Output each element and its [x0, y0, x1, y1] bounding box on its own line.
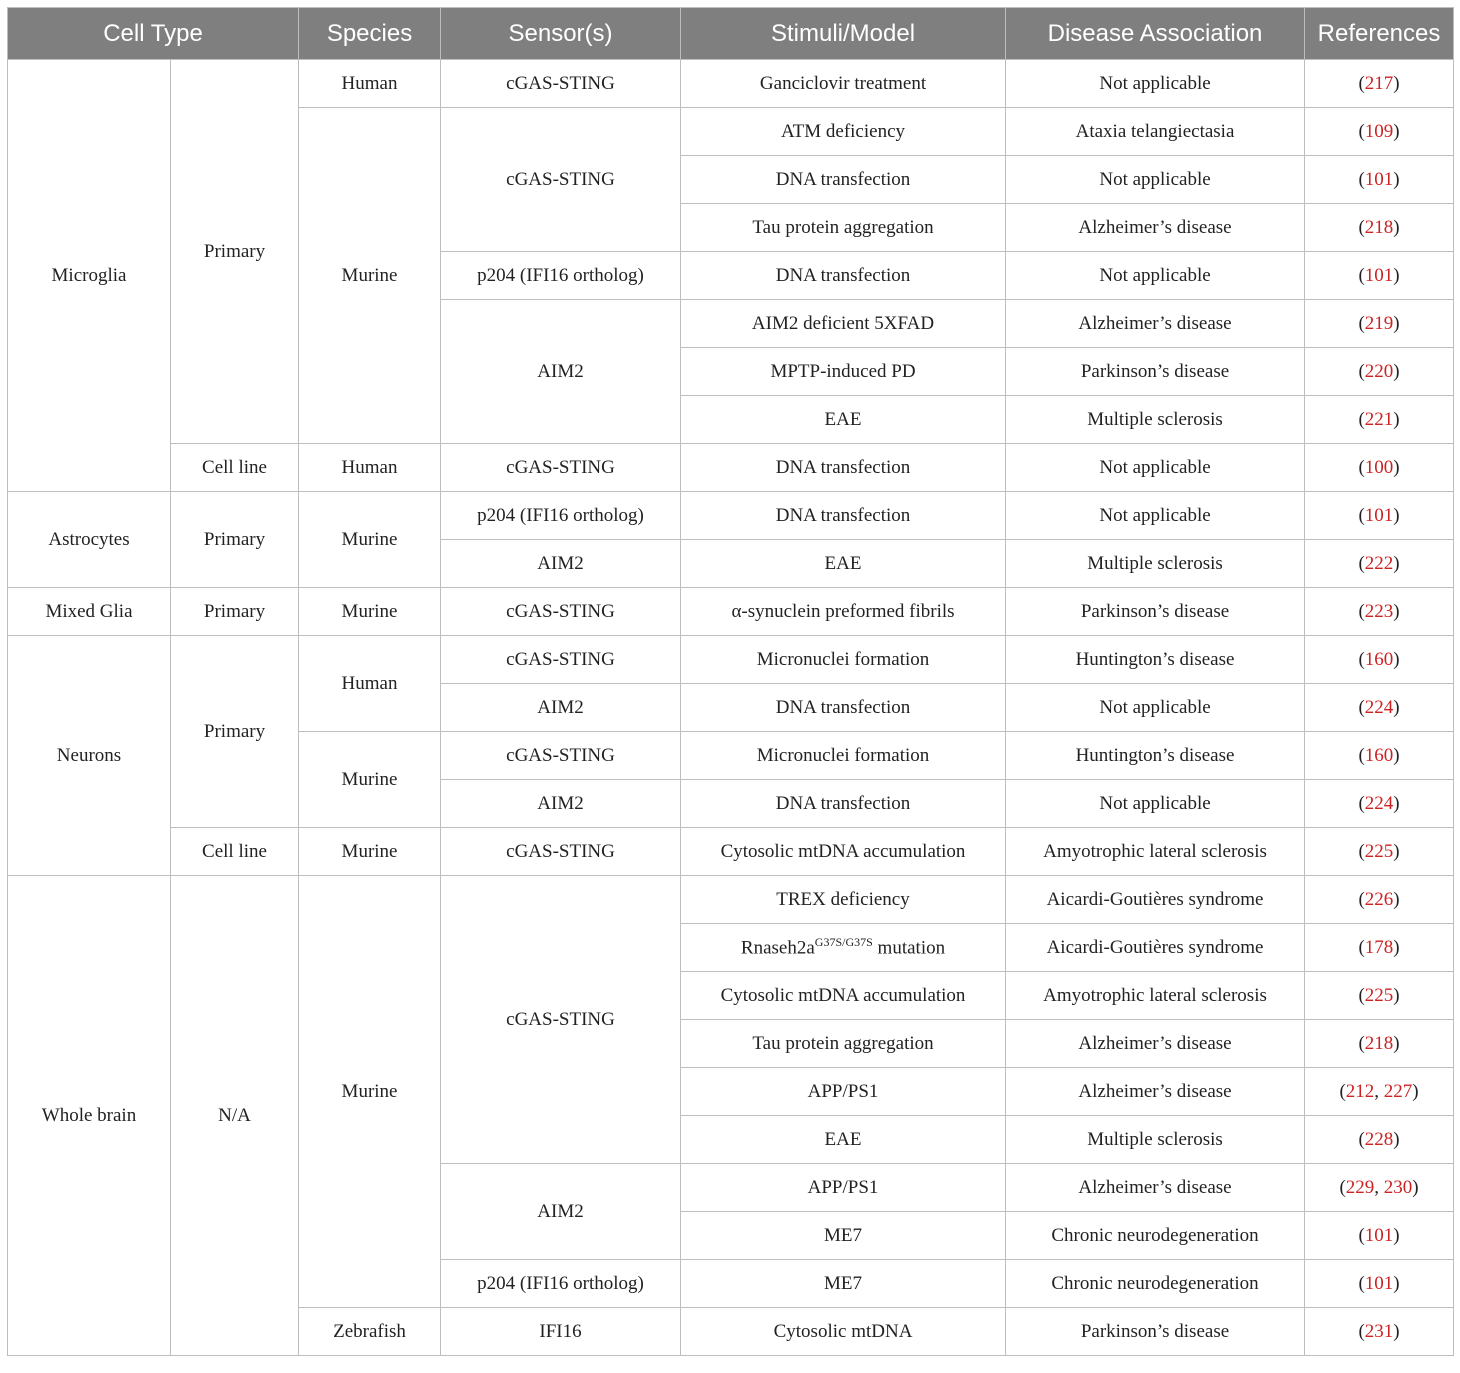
disease-cell: Chronic neurodegeneration	[1006, 1212, 1305, 1260]
disease-cell: Aicardi-Goutières syndrome	[1006, 876, 1305, 924]
species-cell: Murine	[299, 732, 441, 828]
reference-link[interactable]: 222	[1364, 552, 1394, 574]
disease-cell: Amyotrophic lateral sclerosis	[1006, 828, 1305, 876]
references-cell	[1305, 972, 1454, 1020]
reference-paren: )	[1393, 312, 1400, 334]
species-cell: Zebrafish	[299, 1308, 441, 1356]
reference-paren: )	[1393, 1320, 1400, 1342]
reference-paren: (	[1358, 312, 1365, 334]
disease-cell: Parkinson’s disease	[1006, 588, 1305, 636]
stimuli-cell: DNA transfection	[681, 444, 1006, 492]
references-cell	[1305, 108, 1454, 156]
disease-cell: Parkinson’s disease	[1006, 348, 1305, 396]
disease-cell: Alzheimer’s disease	[1006, 1068, 1305, 1116]
header-cell-type: Cell Type	[8, 8, 299, 60]
table-row	[8, 828, 1454, 876]
reference-link[interactable]: 101	[1364, 504, 1394, 526]
species-cell: Human	[299, 444, 441, 492]
reference-link[interactable]: 227	[1383, 1080, 1413, 1102]
stimuli-cell: APP/PS1	[681, 1068, 1006, 1116]
reference-paren: (	[1358, 456, 1365, 478]
species-cell: Human	[299, 636, 441, 732]
table-row	[8, 636, 1454, 684]
references-cell	[1305, 828, 1454, 876]
reference-separator: ,	[1374, 1080, 1384, 1102]
disease-cell: Aicardi-Goutières syndrome	[1006, 924, 1305, 972]
reference-paren: )	[1393, 1032, 1400, 1054]
references-cell	[1305, 1068, 1454, 1116]
reference-paren: (	[1358, 840, 1365, 862]
stimuli-cell: DNA transfection	[681, 252, 1006, 300]
sensor-cell: cGAS-STING	[441, 588, 681, 636]
stimuli-cell: DNA transfection	[681, 156, 1006, 204]
sensor-cell: p204 (IFI16 ortholog)	[441, 1260, 681, 1308]
reference-paren: )	[1393, 168, 1400, 190]
references-cell	[1305, 732, 1454, 780]
reference-paren: (	[1358, 744, 1365, 766]
reference-paren: (	[1358, 120, 1365, 142]
stimuli-cell: TREX deficiency	[681, 876, 1006, 924]
sensor-cell: AIM2	[441, 300, 681, 444]
cell-subtype: N/A	[171, 876, 299, 1356]
reference-paren: (	[1358, 552, 1365, 574]
references-cell	[1305, 396, 1454, 444]
reference-paren: )	[1393, 744, 1400, 766]
stimuli-superscript: G37S/G37S	[814, 935, 873, 950]
stimuli-cell: ATM deficiency	[681, 108, 1006, 156]
reference-link[interactable]: 229	[1345, 1176, 1375, 1198]
cell-subtype: Primary	[171, 492, 299, 588]
reference-link[interactable]: 225	[1364, 840, 1394, 862]
sensor-cell: cGAS-STING	[441, 636, 681, 684]
disease-cell: Huntington’s disease	[1006, 732, 1305, 780]
disease-cell: Huntington’s disease	[1006, 636, 1305, 684]
reference-paren: )	[1393, 504, 1400, 526]
reference-link[interactable]: 160	[1364, 648, 1394, 670]
table-row	[8, 588, 1454, 636]
reference-link[interactable]: 221	[1364, 408, 1394, 430]
reference-link[interactable]: 178	[1364, 936, 1394, 958]
sensor-cell: cGAS-STING	[441, 108, 681, 252]
header-disease-association: Disease Association	[1006, 8, 1305, 60]
reference-link[interactable]: 109	[1364, 120, 1394, 142]
reference-link[interactable]: 226	[1364, 888, 1394, 910]
reference-link[interactable]: 101	[1364, 1224, 1394, 1246]
cell-type: Microglia	[8, 60, 171, 492]
reference-paren: )	[1393, 120, 1400, 142]
stimuli-cell: ME7	[681, 1212, 1006, 1260]
cell-subtype: Primary	[171, 60, 299, 444]
reference-link[interactable]: 224	[1364, 696, 1394, 718]
disease-cell: Alzheimer’s disease	[1006, 1020, 1305, 1068]
species-cell: Murine	[299, 828, 441, 876]
references-cell	[1305, 204, 1454, 252]
stimuli-cell: APP/PS1	[681, 1164, 1006, 1212]
references-cell	[1305, 876, 1454, 924]
reference-link[interactable]: 160	[1364, 744, 1394, 766]
table-row	[8, 60, 1454, 108]
reference-paren: )	[1393, 648, 1400, 670]
reference-link[interactable]: 223	[1364, 600, 1394, 622]
cell-subtype: Primary	[171, 588, 299, 636]
stimuli-cell: α-synuclein preformed fibrils	[681, 588, 1006, 636]
reference-paren: (	[1358, 648, 1365, 670]
reference-link[interactable]: 101	[1364, 1272, 1394, 1294]
references-cell	[1305, 780, 1454, 828]
stimuli-cell: EAE	[681, 1116, 1006, 1164]
reference-link[interactable]: 231	[1364, 1320, 1394, 1342]
reference-paren: )	[1393, 408, 1400, 430]
reference-paren: )	[1393, 984, 1400, 1006]
references-cell	[1305, 1164, 1454, 1212]
disease-cell: Multiple sclerosis	[1006, 396, 1305, 444]
header-stimuli-model: Stimuli/Model	[681, 8, 1006, 60]
disease-cell: Not applicable	[1006, 252, 1305, 300]
sensor-cell: IFI16	[441, 1308, 681, 1356]
sensor-cell: AIM2	[441, 540, 681, 588]
reference-paren: )	[1412, 1080, 1419, 1102]
reference-link[interactable]: 218	[1364, 216, 1394, 238]
reference-separator: ,	[1374, 1176, 1384, 1198]
reference-paren: (	[1358, 1128, 1365, 1150]
stimuli-cell: DNA transfection	[681, 684, 1006, 732]
references-cell	[1305, 444, 1454, 492]
references-cell	[1305, 1308, 1454, 1356]
disease-cell: Alzheimer’s disease	[1006, 300, 1305, 348]
reference-paren: )	[1393, 216, 1400, 238]
species-cell: Murine	[299, 588, 441, 636]
references-cell	[1305, 1212, 1454, 1260]
sensor-cell: AIM2	[441, 1164, 681, 1260]
reference-link[interactable]: 220	[1364, 360, 1394, 382]
disease-cell: Parkinson’s disease	[1006, 1308, 1305, 1356]
disease-cell: Ataxia telangiectasia	[1006, 108, 1305, 156]
sensor-cell: cGAS-STING	[441, 444, 681, 492]
reference-link[interactable]: 101	[1364, 264, 1394, 286]
disease-cell: Not applicable	[1006, 60, 1305, 108]
reference-paren: )	[1393, 696, 1400, 718]
cell-subtype: Cell line	[171, 444, 299, 492]
reference-link[interactable]: 100	[1364, 456, 1394, 478]
reference-paren: )	[1393, 72, 1400, 94]
species-cell: Human	[299, 60, 441, 108]
reference-paren: )	[1393, 552, 1400, 574]
disease-cell: Chronic neurodegeneration	[1006, 1260, 1305, 1308]
disease-cell: Alzheimer’s disease	[1006, 204, 1305, 252]
reference-paren: )	[1412, 1176, 1419, 1198]
cell-subtype: Cell line	[171, 828, 299, 876]
reference-paren: (	[1358, 792, 1365, 814]
reference-paren: )	[1393, 792, 1400, 814]
cell-type: Mixed Glia	[8, 588, 171, 636]
header-references: References	[1305, 8, 1454, 60]
disease-cell: Multiple sclerosis	[1006, 1116, 1305, 1164]
sensor-cell: AIM2	[441, 684, 681, 732]
reference-link[interactable]: 225	[1364, 984, 1394, 1006]
reference-paren: (	[1358, 1272, 1365, 1294]
stimuli-gene: Rnaseh2a	[740, 937, 815, 959]
reference-paren: (	[1358, 408, 1365, 430]
stimuli-cell: Cytosolic mtDNA	[681, 1308, 1006, 1356]
stimuli-cell: DNA transfection	[681, 780, 1006, 828]
reference-paren: )	[1393, 600, 1400, 622]
reference-paren: (	[1358, 1224, 1365, 1246]
table-row	[8, 492, 1454, 540]
header-species: Species	[299, 8, 441, 60]
reference-paren: (	[1358, 1320, 1365, 1342]
references-cell	[1305, 588, 1454, 636]
references-cell	[1305, 348, 1454, 396]
reference-paren: (	[1358, 264, 1365, 286]
header-row	[8, 8, 1454, 60]
reference-paren: (	[1358, 360, 1365, 382]
stimuli-cell: Tau protein aggregation	[681, 1020, 1006, 1068]
species-cell: Murine	[299, 876, 441, 1308]
references-cell	[1305, 636, 1454, 684]
reference-paren: )	[1393, 888, 1400, 910]
reference-paren: )	[1393, 360, 1400, 382]
disease-cell: Multiple sclerosis	[1006, 540, 1305, 588]
stimuli-cell: ME7	[681, 1260, 1006, 1308]
disease-cell: Not applicable	[1006, 492, 1305, 540]
reference-paren: )	[1393, 1272, 1400, 1294]
reference-paren: )	[1393, 1224, 1400, 1246]
references-cell	[1305, 156, 1454, 204]
stimuli-cell: Ganciclovir treatment	[681, 60, 1006, 108]
reference-link[interactable]: 218	[1364, 1032, 1394, 1054]
references-cell	[1305, 252, 1454, 300]
reference-paren: (	[1358, 696, 1365, 718]
data-table	[7, 7, 1454, 1356]
reference-link[interactable]: 212	[1345, 1080, 1375, 1102]
stimuli-cell	[681, 924, 1006, 972]
references-cell	[1305, 1116, 1454, 1164]
references-cell	[1305, 492, 1454, 540]
references-cell	[1305, 684, 1454, 732]
reference-paren: (	[1358, 216, 1365, 238]
species-cell: Murine	[299, 108, 441, 444]
disease-cell: Not applicable	[1006, 684, 1305, 732]
stimuli-cell: Cytosolic mtDNA accumulation	[681, 828, 1006, 876]
stimuli-cell: DNA transfection	[681, 492, 1006, 540]
reference-paren: )	[1393, 456, 1400, 478]
reference-paren: (	[1358, 888, 1365, 910]
reference-paren: (	[1358, 168, 1365, 190]
reference-paren: (	[1339, 1176, 1346, 1198]
reference-link[interactable]: 219	[1364, 312, 1394, 334]
stimuli-cell: AIM2 deficient 5XFAD	[681, 300, 1006, 348]
stimuli-cell: EAE	[681, 540, 1006, 588]
reference-paren: )	[1393, 264, 1400, 286]
species-cell: Murine	[299, 492, 441, 588]
sensor-cell: cGAS-STING	[441, 876, 681, 1164]
reference-paren: )	[1393, 1128, 1400, 1150]
reference-paren: (	[1358, 936, 1365, 958]
reference-paren: (	[1358, 72, 1365, 94]
stimuli-cell: Micronuclei formation	[681, 732, 1006, 780]
references-cell	[1305, 1260, 1454, 1308]
stimuli-suffix: mutation	[872, 937, 946, 959]
reference-link[interactable]: 228	[1364, 1128, 1394, 1150]
disease-cell: Amyotrophic lateral sclerosis	[1006, 972, 1305, 1020]
reference-paren: )	[1393, 840, 1400, 862]
reference-paren: (	[1358, 984, 1365, 1006]
table-row	[8, 876, 1454, 924]
disease-cell: Not applicable	[1006, 780, 1305, 828]
reference-link[interactable]: 224	[1364, 792, 1394, 814]
sensor-cell: cGAS-STING	[441, 828, 681, 876]
reference-link[interactable]: 230	[1383, 1176, 1413, 1198]
references-cell	[1305, 300, 1454, 348]
stimuli-cell: Cytosolic mtDNA accumulation	[681, 972, 1006, 1020]
reference-link[interactable]: 101	[1364, 168, 1394, 190]
references-cell	[1305, 540, 1454, 588]
references-cell	[1305, 60, 1454, 108]
references-cell	[1305, 1020, 1454, 1068]
reference-paren: (	[1339, 1080, 1346, 1102]
disease-cell: Not applicable	[1006, 156, 1305, 204]
sensor-cell: cGAS-STING	[441, 732, 681, 780]
cell-type: Whole brain	[8, 876, 171, 1356]
cell-type: Neurons	[8, 636, 171, 876]
sensor-cell: cGAS-STING	[441, 60, 681, 108]
reference-paren: )	[1393, 936, 1400, 958]
reference-link[interactable]: 217	[1364, 72, 1394, 94]
stimuli-cell: Micronuclei formation	[681, 636, 1006, 684]
stimuli-cell: Tau protein aggregation	[681, 204, 1006, 252]
sensor-cell: AIM2	[441, 780, 681, 828]
stimuli-cell: MPTP-induced PD	[681, 348, 1006, 396]
table-row	[8, 444, 1454, 492]
reference-paren: (	[1358, 1032, 1365, 1054]
disease-cell: Not applicable	[1006, 444, 1305, 492]
reference-paren: (	[1358, 504, 1365, 526]
header-sensors: Sensor(s)	[441, 8, 681, 60]
sensor-cell: p204 (IFI16 ortholog)	[441, 492, 681, 540]
cell-subtype: Primary	[171, 636, 299, 828]
reference-paren: (	[1358, 600, 1365, 622]
references-cell	[1305, 924, 1454, 972]
cell-type: Astrocytes	[8, 492, 171, 588]
sensor-cell: p204 (IFI16 ortholog)	[441, 252, 681, 300]
disease-cell: Alzheimer’s disease	[1006, 1164, 1305, 1212]
stimuli-cell: EAE	[681, 396, 1006, 444]
